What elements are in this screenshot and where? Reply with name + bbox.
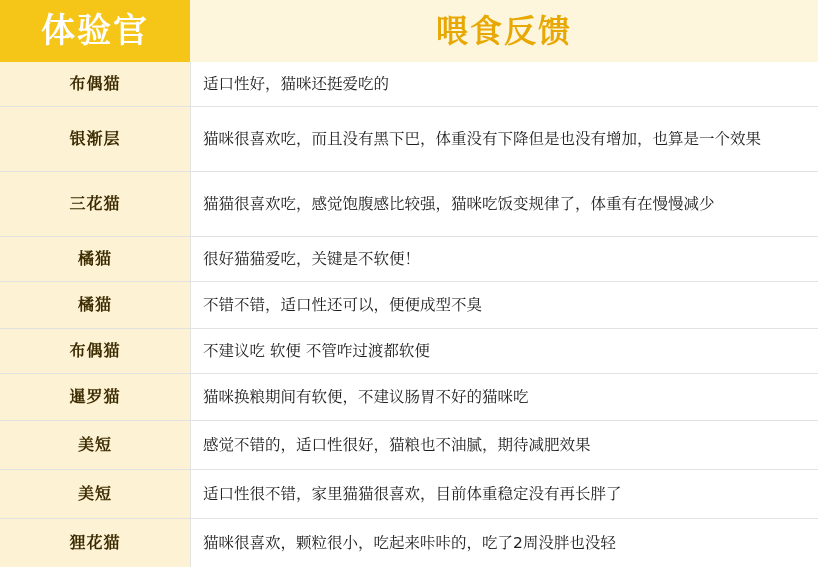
cell-feedback [190, 172, 818, 236]
table-row [0, 237, 818, 282]
breed-label: 美短 [77, 483, 112, 503]
cell-feedback [190, 107, 818, 171]
feedback-text: 很好猫猫爱吃，关键是不软便！ [203, 249, 421, 268]
breed-label: 美短 [77, 434, 112, 454]
table-row [0, 421, 818, 470]
feedback-text: 适口性好，猫咪还挺爱吃的 [203, 74, 390, 93]
cell-breed [0, 519, 190, 567]
cell-feedback [190, 421, 818, 469]
table-body [0, 62, 818, 567]
breed-label: 暹罗猫 [69, 386, 121, 406]
feedback-text: 猫咪换粮期间有软便，不建议肠胃不好的猫咪吃 [203, 387, 529, 406]
breed-label: 布偶猫 [69, 73, 121, 93]
cell-breed [0, 107, 190, 171]
table-row [0, 172, 818, 237]
cell-breed [0, 470, 190, 518]
cell-feedback [190, 374, 818, 420]
table-row [0, 374, 818, 421]
cell-breed [0, 62, 190, 106]
header-title-feedback: 喂食反馈 [435, 12, 572, 50]
feedback-text: 不错不错，适口性还可以，便便成型不臭 [203, 295, 483, 314]
table-row [0, 282, 818, 329]
cell-feedback [190, 329, 818, 373]
feedback-text: 不建议吃 软便 不管咋过渡都软便 [203, 341, 430, 360]
cell-breed [0, 421, 190, 469]
cell-feedback [190, 237, 818, 281]
cell-feedback [190, 282, 818, 328]
breed-label: 银渐层 [69, 128, 121, 148]
table-header [0, 0, 818, 62]
table-row [0, 62, 818, 107]
cell-breed [0, 329, 190, 373]
table-row [0, 329, 818, 374]
header-cell-feedback [190, 0, 818, 62]
breed-label: 三花猫 [69, 193, 121, 213]
breed-label: 橘猫 [77, 294, 112, 314]
feedback-text: 猫咪很喜欢吃，而且没有黑下巴，体重没有下降但是也没有增加，也算是一个效果 [203, 129, 762, 148]
feedback-text: 猫猫很喜欢吃，感觉饱腹感比较强，猫咪吃饭变规律了，体重有在慢慢减少 [203, 194, 715, 213]
cell-feedback [190, 519, 818, 567]
header-title-breed: 体验官 [41, 11, 149, 51]
feedback-text: 感觉不错的，适口性很好，猫粮也不油腻，期待减肥效果 [203, 435, 591, 454]
table-row [0, 470, 818, 519]
breed-label: 橘猫 [77, 248, 112, 268]
cell-breed [0, 172, 190, 236]
table-row [0, 519, 818, 567]
feedback-text: 猫咪很喜欢，颗粒很小，吃起来咔咔的，吃了2周没胖也没轻 [203, 533, 616, 552]
breed-label: 狸花猫 [69, 532, 121, 552]
cell-breed [0, 374, 190, 420]
breed-label: 布偶猫 [69, 340, 121, 360]
table-row [0, 107, 818, 172]
cell-breed [0, 237, 190, 281]
cell-feedback [190, 470, 818, 518]
header-cell-breed [0, 0, 190, 62]
cell-breed [0, 282, 190, 328]
cell-feedback [190, 62, 818, 106]
feedback-text: 适口性很不错，家里猫猫很喜欢，目前体重稳定没有再长胖了 [203, 484, 622, 503]
